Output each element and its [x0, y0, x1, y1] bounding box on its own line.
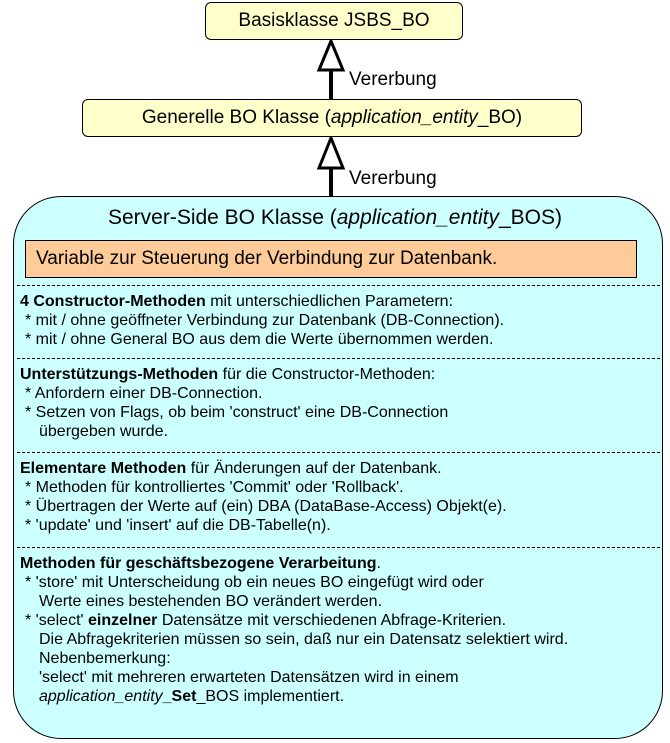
- section-heading: [20, 459, 660, 478]
- variable-box: Variable zur Steuerung der Verbindung zur Datenbank.: [25, 240, 637, 278]
- server-class-prefix: Server-Side BO Klasse (: [107, 206, 337, 229]
- server-class-title: [0, 206, 670, 230]
- note-rest: _BOS implementiert.: [196, 688, 345, 705]
- note-line-1: 'select' mit mehreren erwarteten Datensätzen wird in einem: [39, 669, 459, 686]
- inheritance-arrowhead-2: [319, 138, 343, 168]
- list-item-continuation: Werte eines bestehenden BO verändert werden.: [39, 593, 383, 610]
- inheritance-arrowhead-1: [319, 41, 343, 70]
- server-class-entity: application_entity: [336, 206, 499, 229]
- list-item: * mit / ohne General BO aus dem die Werte übernommen werden.: [25, 331, 494, 348]
- list-item: [20, 611, 660, 630]
- list-item: * Setzen von Flags, ob beim 'construct' eine DB-Connection: [25, 404, 449, 421]
- section-heading-rest: mit unterschiedlichen Parametern:: [205, 293, 454, 310]
- select-bold: einzelner: [88, 612, 158, 629]
- inheritance-label-1: Vererbung: [349, 69, 437, 90]
- select-rest: Datensätze mit verschiedenen Abfrage-Kriterien.: [157, 612, 507, 629]
- list-item: * Methoden für kontrolliertes 'Commit' oder 'Rollback'.: [25, 479, 404, 496]
- elementary-methods-section: [20, 459, 660, 535]
- list-item: * 'store' mit Unterscheidung ob ein neues BO eingefügt wird oder: [25, 574, 484, 591]
- note-entity: application_entity: [39, 688, 163, 705]
- inheritance-label-2: Vererbung: [349, 168, 437, 189]
- list-item-continuation: übergeben wurde.: [39, 423, 168, 440]
- section-heading: [20, 365, 660, 384]
- section-heading-bold: 4 Constructor-Methoden: [20, 293, 206, 310]
- section-heading-bold: Methoden für geschäftsbezogene Verarbeitung: [20, 555, 377, 572]
- support-methods-section: [20, 365, 660, 441]
- base-class-box: [205, 2, 463, 40]
- section-heading-rest: für Änderungen auf der Datenbank.: [186, 460, 442, 477]
- note-line-2: [20, 687, 660, 706]
- general-class-suffix: _BO): [477, 107, 523, 128]
- section-heading-bold: Unterstützungs-Methoden: [20, 366, 219, 383]
- general-class-entity: application_entity: [330, 107, 478, 128]
- business-methods-section: [20, 554, 660, 706]
- note-set: _Set: [162, 688, 197, 705]
- constructor-methods-section: [20, 292, 660, 349]
- section-divider: [17, 452, 660, 453]
- section-heading-rest: für die Constructor-Methoden:: [218, 366, 436, 383]
- list-item: * mit / ohne geöffneter Verbindung zur Datenbank (DB-Connection).: [25, 312, 505, 329]
- general-class-prefix: Generelle BO Klasse (: [141, 107, 331, 128]
- base-class-label: Basisklasse JSBS_BO: [238, 10, 430, 31]
- list-item: * Übertragen der Werte auf (ein) DBA (DataBase-Access) Objekt(e).: [25, 498, 507, 515]
- section-divider: [17, 285, 660, 286]
- general-class-box: [82, 99, 582, 137]
- note-label: Nebenbemerkung:: [39, 650, 171, 667]
- section-heading-rest: .: [376, 555, 381, 572]
- select-star: * 'select': [25, 612, 89, 629]
- section-divider: [17, 358, 660, 359]
- list-item: * 'update' und 'insert' auf die DB-Tabelle(n).: [25, 517, 331, 534]
- section-heading: [20, 554, 660, 573]
- server-class-suffix: _BOS): [499, 206, 563, 229]
- list-item-continuation: Die Abfragekriterien müssen so sein, daß nur ein Datensatz selektiert wird.: [39, 631, 569, 648]
- section-heading: [20, 292, 660, 311]
- section-heading-bold: Elementare Methoden: [20, 460, 187, 477]
- list-item: * Anfordern einer DB-Connection.: [25, 385, 263, 402]
- section-divider: [17, 547, 660, 548]
